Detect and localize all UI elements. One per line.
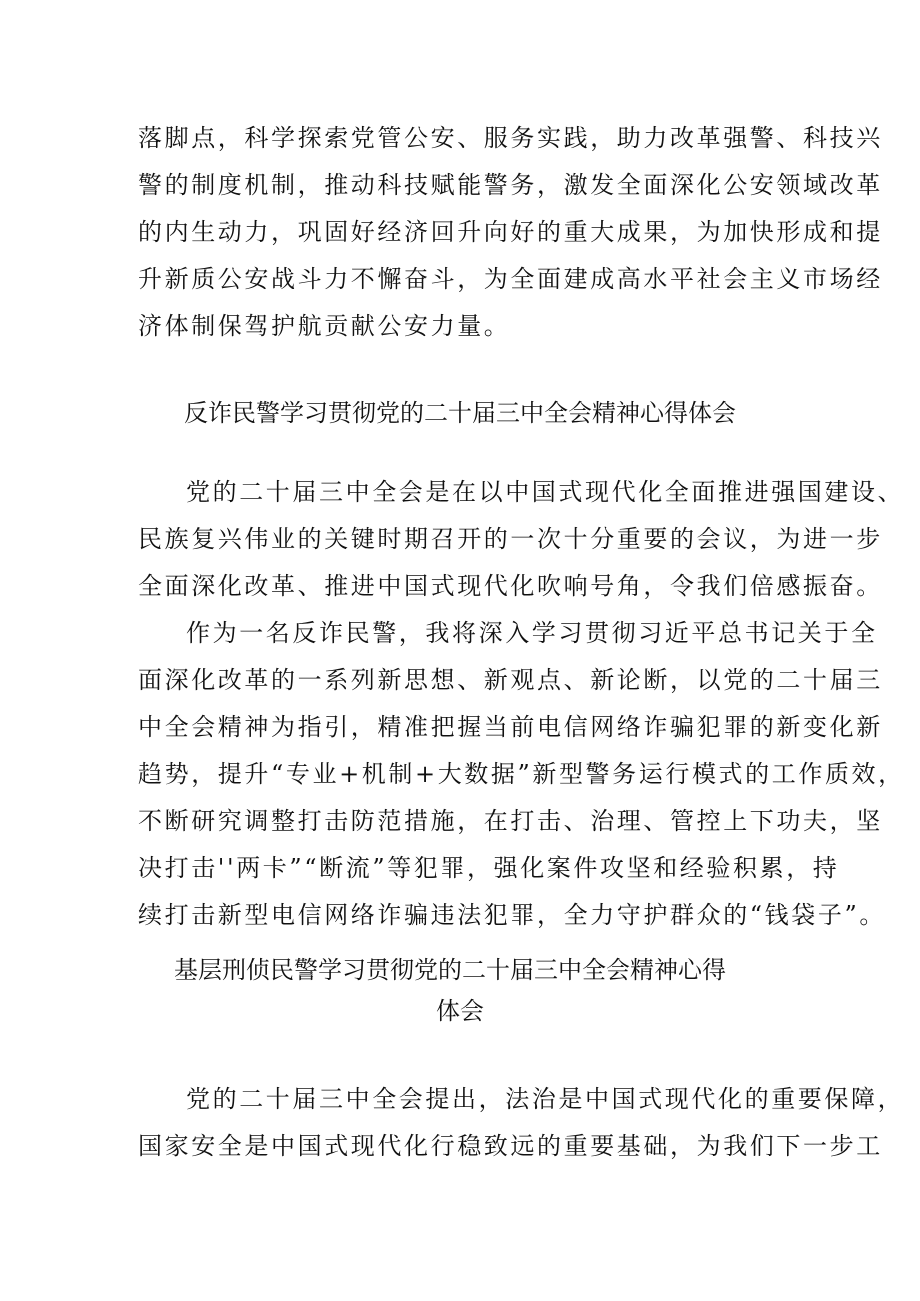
- paragraph-line: 不断研究调整打击防范措施，在打击、治理、管控上下功夫，坚: [138, 807, 883, 835]
- paragraph-line: 作为一名反诈民警，我将深入学习贯彻习近平总书记关于全: [186, 619, 878, 647]
- paragraph-line: 警的制度机制，推动科技赋能警务，激发全面深化公安领域改革: [138, 171, 883, 199]
- paragraph-line: 趋势，提升“专业+机制+大数据”新型警务运行模式的工作质效，: [138, 760, 905, 788]
- paragraph-line: 落脚点，科学探索党管公安、服务实践，助力改革强警、科技兴: [138, 124, 883, 152]
- paragraph-line: 国家安全是中国式现代化行稳致远的重要基础，为我们下一步工: [138, 1132, 883, 1160]
- paragraph-line: 决打击''两卡”“断流”等犯罪，强化案件攻坚和经验积累，持: [138, 854, 840, 882]
- paragraph-line: 党的二十届三中全会是在以中国式现代化全面推进强国建设、: [186, 478, 905, 506]
- section-heading: 基层刑侦民警学习贯彻党的二十届三中全会精神心得: [174, 956, 726, 984]
- section-heading: 反诈民警学习贯彻党的二十届三中全会精神心得体会: [184, 399, 736, 427]
- paragraph-line: 党的二十届三中全会提出，法治是中国式现代化的重要保障，: [186, 1085, 905, 1113]
- section-heading-continuation: 体会: [436, 997, 484, 1025]
- paragraph-line: 济体制保驾护航贡献公安力量。: [138, 312, 511, 340]
- paragraph-line: 中全会精神为指引，精准把握当前电信网络诈骗犯罪的新变化新: [138, 713, 883, 741]
- paragraph-line: 升新质公安战斗力不懈奋斗，为全面建成高水平社会主义市场经: [138, 265, 883, 293]
- paragraph-line: 的内生动力，巩固好经济回升向好的重大成果，为加快形成和提: [138, 218, 883, 246]
- paragraph-line: 面深化改革的一系列新思想、新观点、新论断，以党的二十届三: [138, 666, 883, 694]
- paragraph-line: 全面深化改革、推进中国式现代化吹响号角，令我们倍感振奋。: [138, 572, 883, 600]
- paragraph-line: 民族复兴伟业的关键时期召开的一次十分重要的会议，为进一步: [138, 525, 883, 553]
- paragraph-line: 续打击新型电信网络诈骗违法犯罪，全力守护群众的“钱袋子”。: [138, 901, 886, 929]
